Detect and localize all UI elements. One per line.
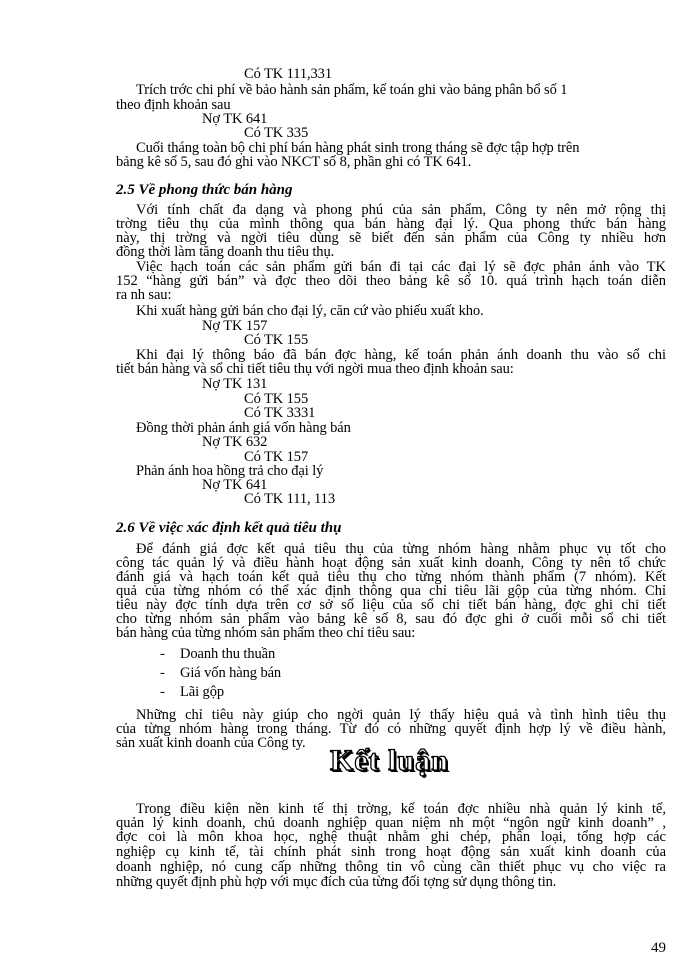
journal-entry: Có TK 3331 (244, 405, 316, 421)
paragraph-line: Khi đại lý thông báo đã bán đợc hàng, kế toán phản ánh doanh thu vào sổ chi (136, 347, 666, 363)
paragraph-line: Khi xuất hàng gửi bán cho đại lý, căn cứ vào phiếu xuất kho. (136, 303, 484, 319)
journal-entry: Có TK 157 (244, 449, 309, 465)
paragraph-line: đồng thời làm tăng doanh thu tiêu thụ. (116, 244, 335, 260)
page-number: 49 (651, 940, 666, 956)
paragraph-line: Trong điều kiện nền kinh tế thị trờng, kế toán đợc nhiều nhà quản lý kinh tế, (136, 801, 666, 817)
paragraph-line: đợc coi là môn khoa học, nghệ thuật nhằm ghi chép, phân loại, tổng hợp các (116, 829, 666, 845)
paragraph-line: Phản ánh hoa hồng trả cho đại lý (136, 463, 324, 479)
bullet-item: Giá vốn hàng bán (180, 665, 282, 681)
paragraph-line: doanh nghiệp, nó cung cấp những thông tin vô cùng cần thiết phục vụ cho việc ra (116, 859, 666, 875)
paragraph-line: Để đánh giá đợc kết quả tiêu thụ của từng nhóm hàng nhằm phục vụ tốt cho (136, 541, 666, 557)
paragraph-line: tiêu này đợc tính dựa trên cơ sở số liệu của sổ chi tiết bán hàng, đợc ghi chi tiết (116, 597, 666, 613)
text-line: Nợ TK 641 (202, 111, 268, 127)
paragraph-line: quản lý kinh doanh, chủ doanh nghiệp quan niệm nh một “ngôn ngữ kinh doanh” , (116, 815, 666, 831)
paragraph-line: Với tính chất đa dạng và phong phú của sản phẩm, Công ty nên mở rộng thị (136, 202, 666, 218)
paragraph-line: trờng tiêu thụ của mình thông qua bán hàng đại lý. Qua phong thức bán hàng (116, 216, 666, 232)
paragraph-line: 152 “hàng gửi bán” và đợc theo dõi theo bảng kê số 10. quá trình hạch toán diễn (116, 273, 666, 289)
paragraph-line: quả của từng nhóm có thể xác định thông qua chỉ tiêu lãi gộp của từng nhóm. Chỉ (116, 583, 666, 599)
paragraph-line: sản xuất kinh doanh của Công ty. (116, 735, 306, 751)
paragraph-line: nghiệp cụ kinh tế, tài chính phát sinh trong hoạt động sản xuất kinh doanh của (116, 844, 666, 860)
text-line: Có TK 335 (244, 125, 309, 141)
paragraph-line: đánh giá và hạch toán kết quả tiêu thụ cho từng nhóm thành phẩm (7 nhóm). Kết (116, 569, 666, 585)
paragraph-line: công tác quản lý và điều hành hoạt động sản xuất kinh doanh, Công ty nên tổ chức (116, 555, 666, 571)
journal-entry: Nợ TK 131 (202, 376, 268, 392)
paragraph-line: Những chỉ tiêu này giúp cho ngời quản lý thấy hiệu quả và tình hình tiêu thụ (136, 707, 666, 723)
bullet-item: Lãi gộp (180, 684, 224, 700)
conclusion-title: Kết luận (330, 744, 449, 777)
journal-entry: Nợ TK 641 (202, 477, 268, 493)
paragraph-line: cho từng nhóm sản phẩm vào bảng kê số 8, sau đó đợc ghi ở cuối mỗi sổ chi tiết (116, 611, 666, 627)
journal-entry: Có TK 155 (244, 332, 309, 348)
paragraph-line: những quyết định phù hợp với mục đích của từng đối tợng sử dụng thông tin. (116, 874, 557, 890)
bullet-mark: - (160, 684, 165, 700)
journal-entry: Có TK 155 (244, 391, 309, 407)
section-heading: 2.6 Về việc xác định kết quả tiêu thụ (116, 520, 342, 536)
paragraph-line: của từng nhóm hàng trong tháng. Từ đó có những quyết định hợp lý về điều hành, (116, 721, 666, 737)
paragraph-line: Việc hạch toán các sản phẩm gửi bán đi tại các đại lý sẽ đợc phản ánh vào TK (136, 259, 666, 275)
journal-entry: Nợ TK 632 (202, 434, 268, 450)
paragraph-line: bán hàng của từng nhóm sản phẩm theo chỉ tiêu sau: (116, 625, 416, 641)
paragraph-line: ra nh sau: (116, 287, 172, 303)
paragraph-line: Đồng thời phản ánh giá vốn hàng bán (136, 420, 351, 436)
text-line: Trích trớc chi phí về bảo hành sản phẩm, kế toán ghi vào bảng phân bổ số 1 (136, 82, 568, 98)
bullet-mark: - (160, 646, 165, 662)
text-line: theo định khoản sau (116, 97, 231, 113)
section-heading: 2.5 Về phong thức bán hàng (116, 182, 293, 198)
text-line: Có TK 111,331 (244, 66, 332, 82)
bullet-item: Doanh thu thuần (180, 646, 276, 662)
journal-entry: Có TK 111, 113 (244, 491, 335, 507)
text-line: Cuối tháng toàn bộ chi phí bán hàng phát sinh trong tháng sẽ đợc tập hợp trên (136, 140, 580, 156)
bullet-mark: - (160, 665, 165, 681)
text-line: bảng kê số 5, sau đó ghi vào NKCT số 8, phần ghi có TK 641. (116, 154, 472, 170)
journal-entry: Nợ TK 157 (202, 318, 268, 334)
paragraph-line: tiết bán hàng và sổ chi tiết tiêu thụ với ngời mua theo định khoản sau: (116, 361, 514, 377)
paragraph-line: này, thị trờng và ngời tiêu dùng sẽ biết đến sản phẩm của Công ty nhiều hơn (116, 230, 666, 246)
